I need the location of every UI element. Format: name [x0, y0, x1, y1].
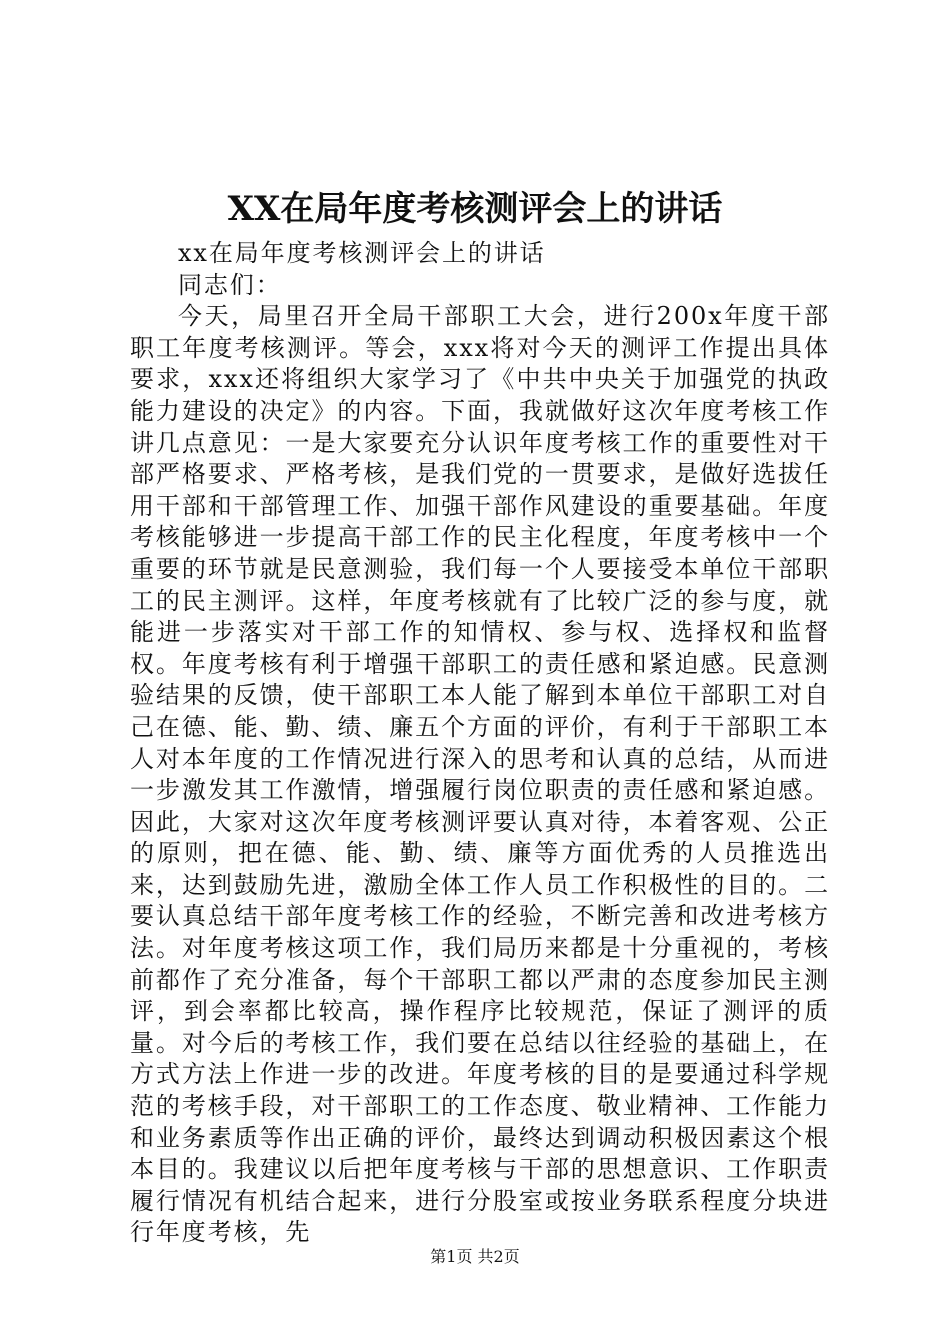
- document-title: XX在局年度考核测评会上的讲话: [227, 189, 723, 229]
- subtitle-paragraph: xx在局年度考核测评会上的讲话: [178, 239, 546, 267]
- page-number-footer: 第1页 共2页: [430, 1247, 520, 1266]
- body-paragraph: 今天，局里召开全局干部职工大会，进行200x年度干部职工年度考核测评。等会，xxx将对今天的测评工作提出具体要求，xxx还将组织大家学习了《中共中央关于加强党的执政能力建设的决定》的内容。下面，我就做好这次年度考核工作讲几点意见：一是大家要充分认识年度考核工作的重要性对干部严格要求、严格考核，是我们党的一贯要求，是做好选拔任用干部和干部管理工作、加强干部作风建设的重要基础。年度考核能够进一步提高干部工作的民主化程度，年度考核中一个重要的环节就是民意测验，我们每一个人要接受本单位干部职工的民主测评。这样，年度考核就有了比较广泛的参与度，就能进一步落实对干部工作的知情权、参与权、选择权和监督权。年度考核有利于增强干部职工的责任感和紧迫感。民意测验结果的反馈，使干部职工本人能了解到本单位干部职工对自己在德、能、勤、绩、廉五个方面的评价，有利于干部职工本人对本年度的工作情况进行深入的思考和认真的总结，从而进一步激发其工作激情，增强履行岗位职责的责任感和紧迫感。因此，大家对这次年度考核测评要认真对待，本着客观、公正的原则，把在德、能、勤、绩、廉等方面优秀的人员推选出来，达到鼓励先进，激励全体工作人员工作积极性的目的。二要认真总结干部年度考核工作的经验，不断完善和改进考核方法。对年度考核这项工作，我们局历来都是十分重视的，考核前都作了充分准备，每个干部职工都以严肃的态度参加民主测评，到会率都比较高，操作程序比较规范，保证了测评的质量。对今后的考核工作，我们要在总结以往经验的基础上，在方式方法上作进一步的改进。年度考核的目的是要通过科学规范的考核手段，对干部职工的工作态度、敬业精神、工作能力和业务素质等作出正确的评价，最终达到调动积极因素这个根本目的。我建议以后把年度考核与干部的思想意识、工作职责履行情况有机结合起来，进行分股室或按业务联系程度分块进行年度考核，先: [130, 302, 830, 1247]
- salutation-paragraph: 同志们：: [178, 270, 282, 299]
- document-body: [130, 238, 830, 1249]
